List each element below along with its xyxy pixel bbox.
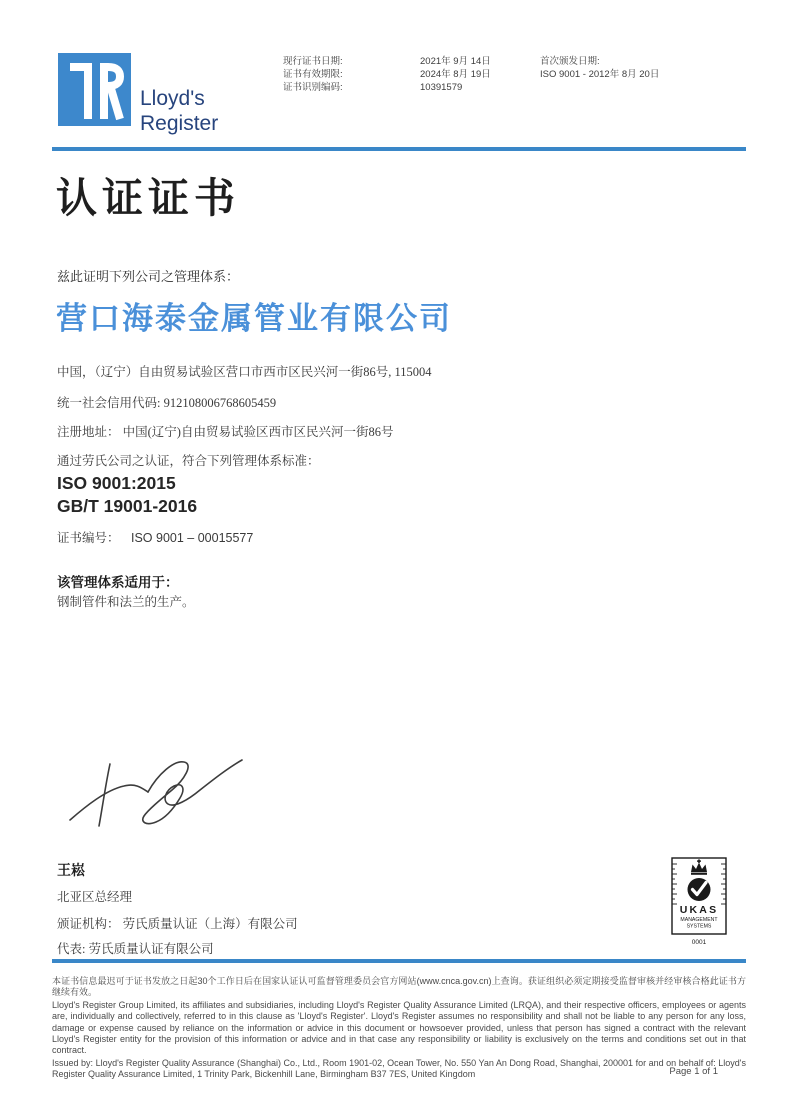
company-address: 中国，（辽宁）自由贸易试验区营口市西市区民兴河一街86号, 115004 xyxy=(57,365,432,379)
cert-no-value: ISO 9001 – 00015577 xyxy=(131,531,254,545)
first-issue-value: ISO 9001 - 2012年 8月 20日 xyxy=(540,69,660,80)
current-cert-date-label: 现行证书日期: xyxy=(283,56,343,67)
registered-address-line: 注册地址： 中国(辽宁)自由贸易试验区西市区民兴河一街86号 xyxy=(57,425,394,439)
credit-code-line: 统一社会信用代码: 912108006768605459 xyxy=(57,396,277,410)
scope-heading: 该管理体系适用于： xyxy=(57,575,179,590)
cert-id-label: 证书识别编码: xyxy=(283,82,343,93)
signature xyxy=(62,742,307,857)
cert-expiry-label: 证书有效期限: xyxy=(283,69,343,80)
first-issue-block xyxy=(540,55,659,81)
footer-en-disclaimer: Lloyd's Register Group Limited, its affiliates and subsidiaries, including Lloyd's Register Quality Assurance Limited (LRQA), and their respective officers, employees or agents are, individually and collectively, referred to in this clause as 'Lloyd's Register'. Lloyd's Register assumes no responsibility and shall not be liable to any person for any loss, damage or expense caused by reliance on the information or advice in this document or howsoever provided, unless that person has signed a contract with the relevant Lloyd's Register entity for the provision of this information or advice and in that case any responsibility or liability is exclusively on the terms and conditions set out in that contract. xyxy=(52,999,746,1056)
brand-line1: Lloyd's xyxy=(140,87,205,110)
signature-icon xyxy=(62,742,307,857)
signatory-name: 王崧 xyxy=(57,864,85,879)
first-issue-label: 首次颁发日期: xyxy=(540,56,600,67)
page-title: 认证证书 xyxy=(56,175,240,221)
signatory-title: 北亚区总经理 xyxy=(57,890,133,904)
cert-id-value: 10391579 xyxy=(420,82,463,93)
footer-cn-disclaimer: 本证书信息最迟可于证书发放之日起30个工作日后在国家认证认可监督管理委员会官方网站(www.cnca.gov.cn)上查询。获证组织必须定期接受监督审核并经审核合格此证书方继续有效。 xyxy=(52,976,746,998)
current-cert-date-value: 2021年 9月 14日 xyxy=(420,56,491,67)
brand-wordmark xyxy=(140,86,218,136)
ukas-name: UKAS xyxy=(679,904,719,916)
ukas-sub1: MANAGEMENT xyxy=(680,917,718,923)
company-name: 营口海泰金属管业有限公司 xyxy=(56,301,452,336)
footer-legal xyxy=(52,976,746,1082)
scope-text: 钢制管件和法兰的生产。 xyxy=(57,595,195,609)
standard-iso: ISO 9001:2015 xyxy=(57,473,176,493)
on-behalf-line: 代表: 劳氏质量认证有限公司 xyxy=(57,942,214,956)
footer-issued-by: Issued by: Lloyd's Register Quality Assurance (Shanghai) Co., Ltd., Room 1901-02, Ocean Tower, No. 550 Yan An Dong Road, Shanghai, 200001 for and on behalf of: Lloyd's Register Quality Assurance Limited, 1 Trinity Park, Bickenhill Lane, Birmingham B37 7ES, United Kingdom xyxy=(52,1057,746,1080)
bottom-divider xyxy=(52,959,746,963)
page-number: Page 1 of 1 xyxy=(669,1066,718,1077)
standards-list xyxy=(57,472,197,518)
standard-gbt: GB/T 19001-2016 xyxy=(57,496,198,516)
cert-no-label: 证书编号： xyxy=(57,531,120,545)
lr-monogram-icon xyxy=(58,53,131,126)
issuer-line: 颁证机构： 劳氏质量认证（上海）有限公司 xyxy=(57,917,298,931)
ukas-mark-icon xyxy=(666,856,732,948)
header-values xyxy=(420,55,491,94)
lloyds-register-logo-icon xyxy=(58,53,131,126)
top-divider xyxy=(52,147,746,151)
certificate-number-line xyxy=(57,528,253,546)
ukas-number: 0001 xyxy=(691,939,707,946)
ukas-sub2: SYSTEMS xyxy=(686,923,712,930)
cert-expiry-value: 2024年 8月 19日 xyxy=(420,69,491,80)
header-labels xyxy=(283,55,343,94)
approval-line: 通过劳氏公司之认证，符合下列管理体系标准： xyxy=(57,454,320,468)
brand-line2: Register xyxy=(140,112,219,135)
intro-line: 兹此证明下列公司之管理体系： xyxy=(57,269,240,284)
ukas-mark xyxy=(666,856,732,948)
